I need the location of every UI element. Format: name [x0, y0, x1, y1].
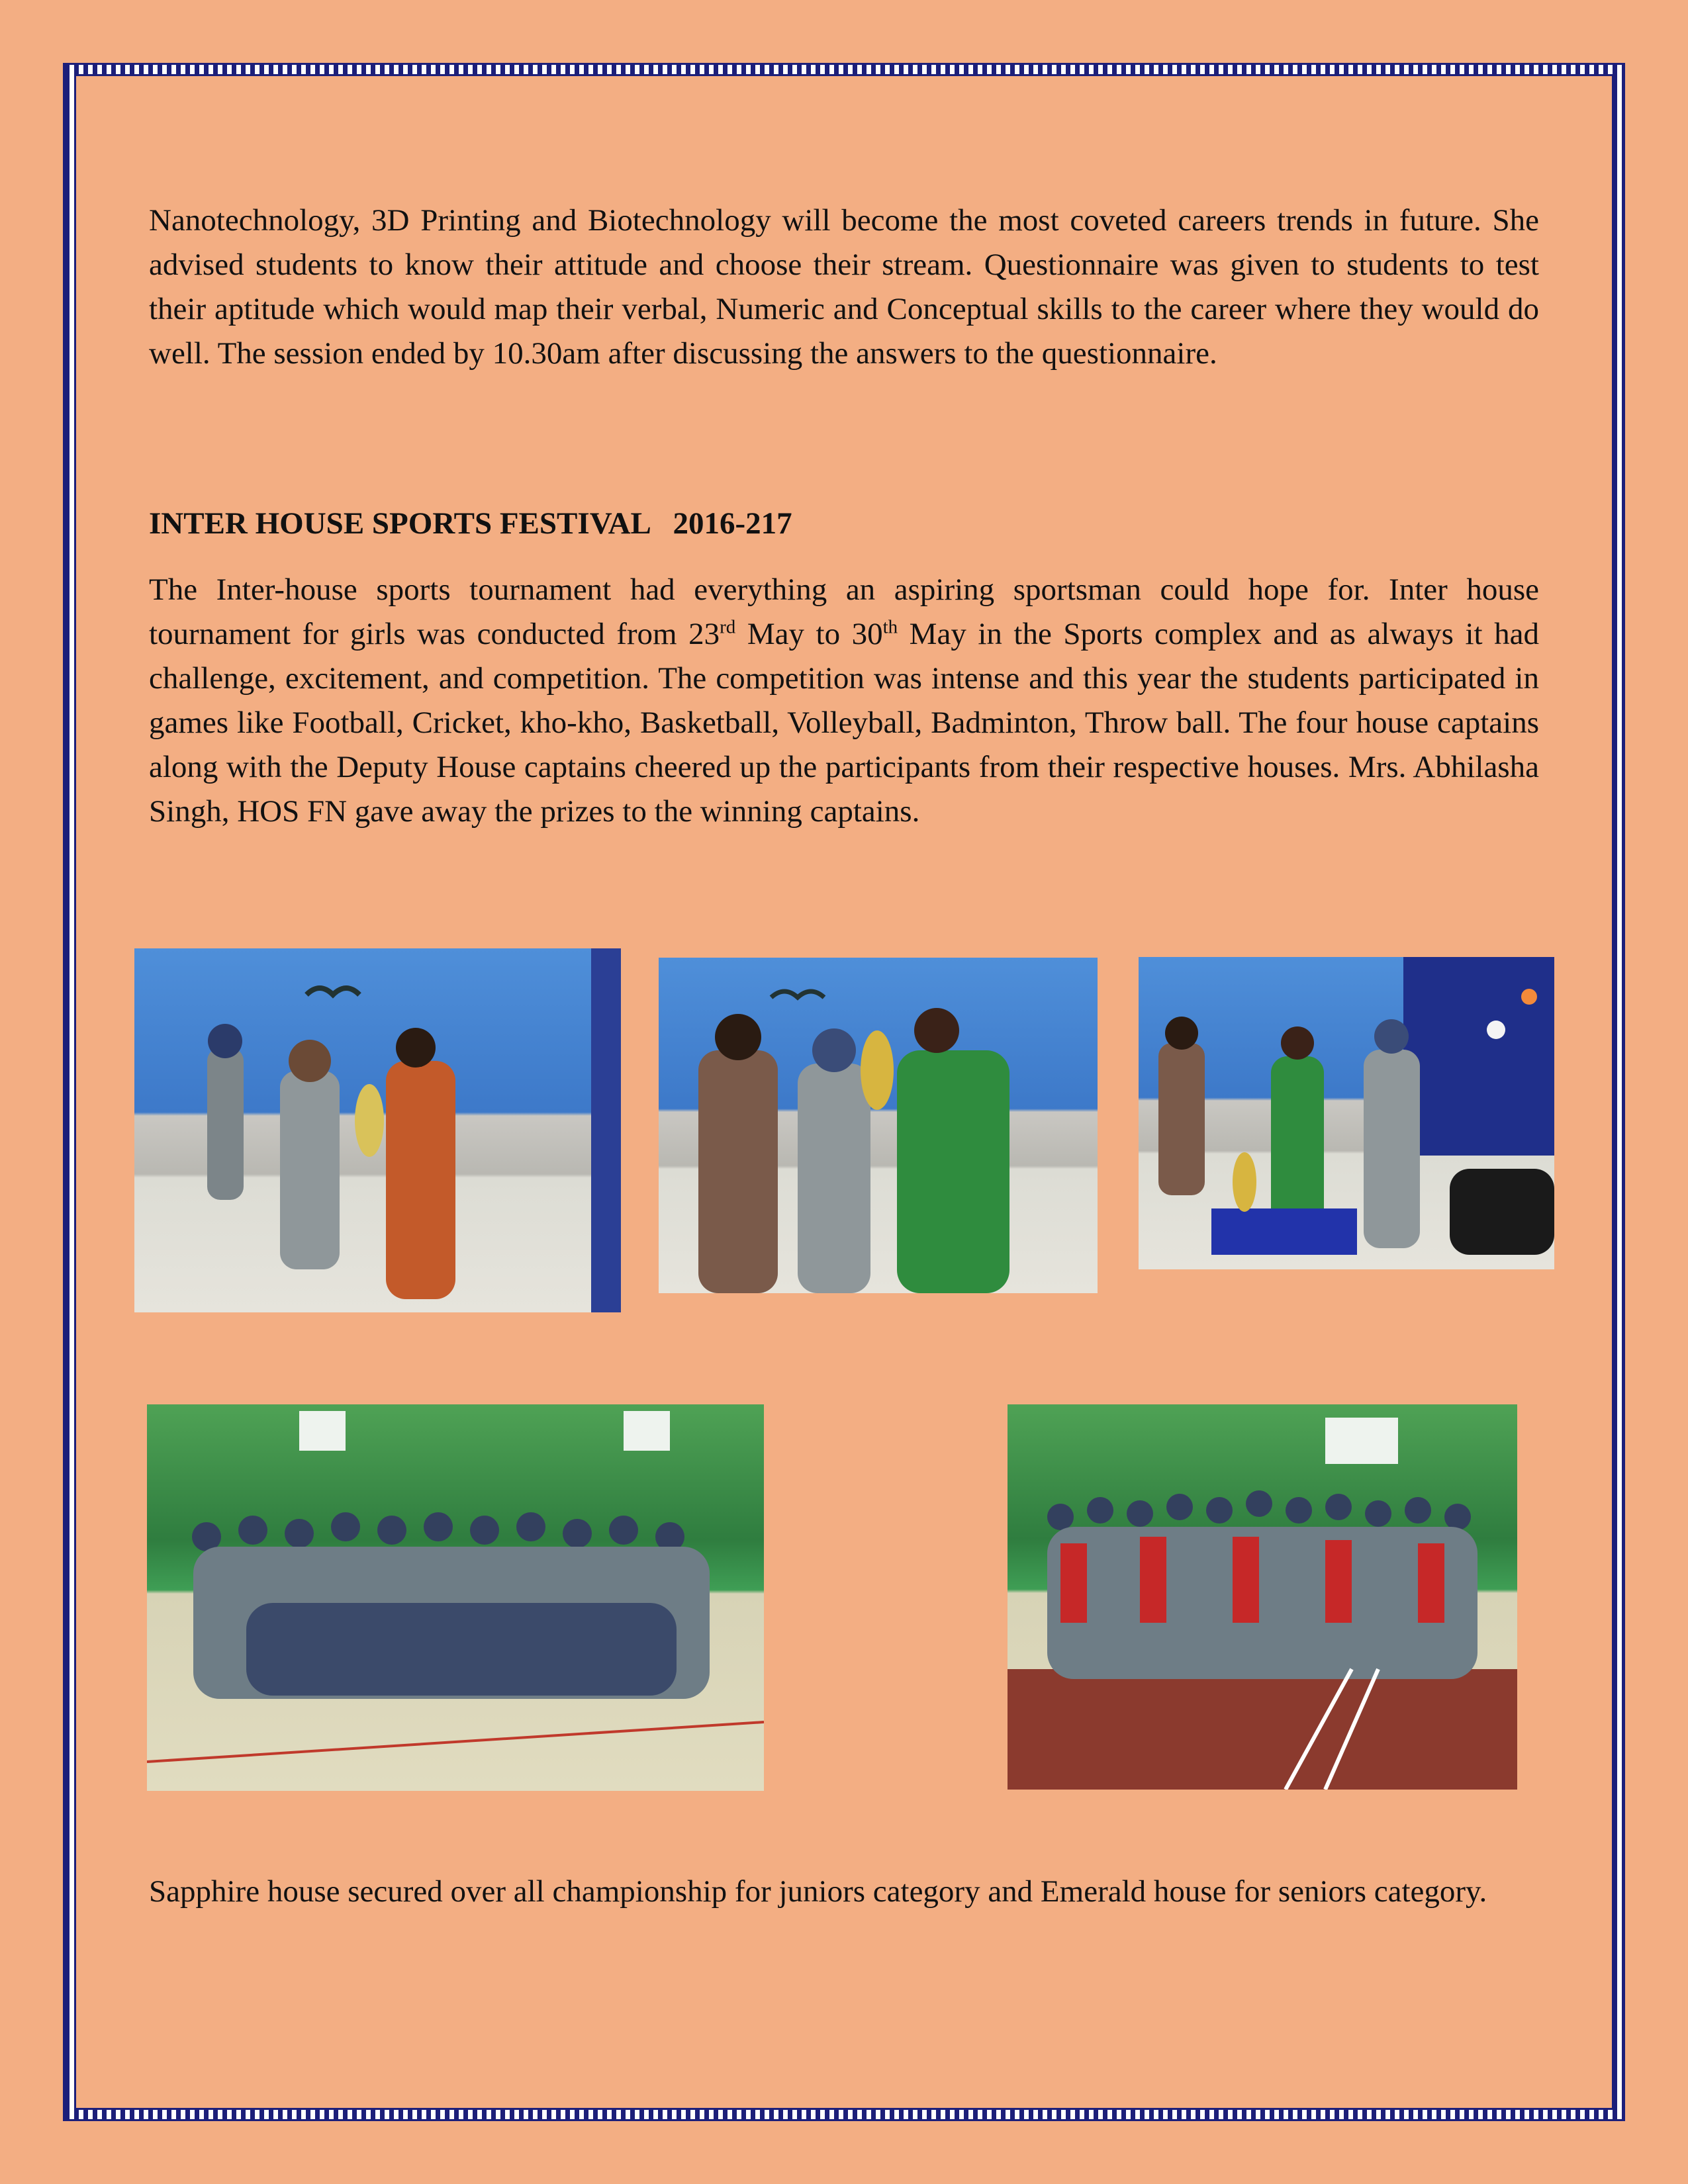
photo-prize-ceremony-1-image — [134, 948, 621, 1312]
photo-prize-ceremony-2 — [659, 958, 1098, 1293]
photo-prize-ceremony-2-image — [659, 958, 1098, 1293]
section-heading: INTER HOUSE SPORTS FESTIVAL 2016-217 — [149, 506, 792, 541]
sports-paragraph-part3: May in the Sports complex and as always it had challenge, excitement, and competition. The competition was intense and this year the students participated in games like Football, Cricket, kho-kho, Basketball, Volleyball, Badminton, Throw ball. The four house captains along with the Deputy House captains cheered up the participants from their respective houses. Mrs. Abhilasha Singh, HOS FN gave away the prizes to the winning captains. — [149, 617, 1539, 829]
photo-prize-ceremony-1 — [134, 948, 621, 1312]
photo-prize-ceremony-3 — [1139, 957, 1554, 1269]
photo-emerald-house-group-image — [147, 1404, 764, 1791]
photo-prize-ceremony-3-image — [1139, 957, 1554, 1269]
sports-paragraph-part2: May to 30 — [735, 617, 883, 651]
result-paragraph: Sapphire house secured over all championship for juniors category and Emerald house for seniors category. — [149, 1874, 1487, 1909]
sports-paragraph — [149, 568, 1539, 834]
photo-emerald-house-group — [147, 1404, 764, 1791]
photo-sapphire-house-group — [1008, 1404, 1517, 1790]
sports-paragraph-part1: The Inter-house sports tournament had everything an aspiring sportsman could hope for. Inter house tournament for girls was conducted from 23 — [149, 572, 1539, 651]
photo-sapphire-house-group-image — [1008, 1404, 1517, 1790]
sports-paragraph-sup2: th — [882, 616, 898, 638]
intro-paragraph: Nanotechnology, 3D Printing and Biotechnology will become the most coveted careers trends in future. She advised students to know their attitude and choose their stream. Questionnaire was given to students to test their aptitude which would map their verbal, Numeric and Conceptual skills to the career where they would do well. The session ended by 10.30am after discussing the answers to the questionnaire. — [149, 203, 1539, 371]
sports-paragraph-sup1: rd — [720, 616, 736, 638]
